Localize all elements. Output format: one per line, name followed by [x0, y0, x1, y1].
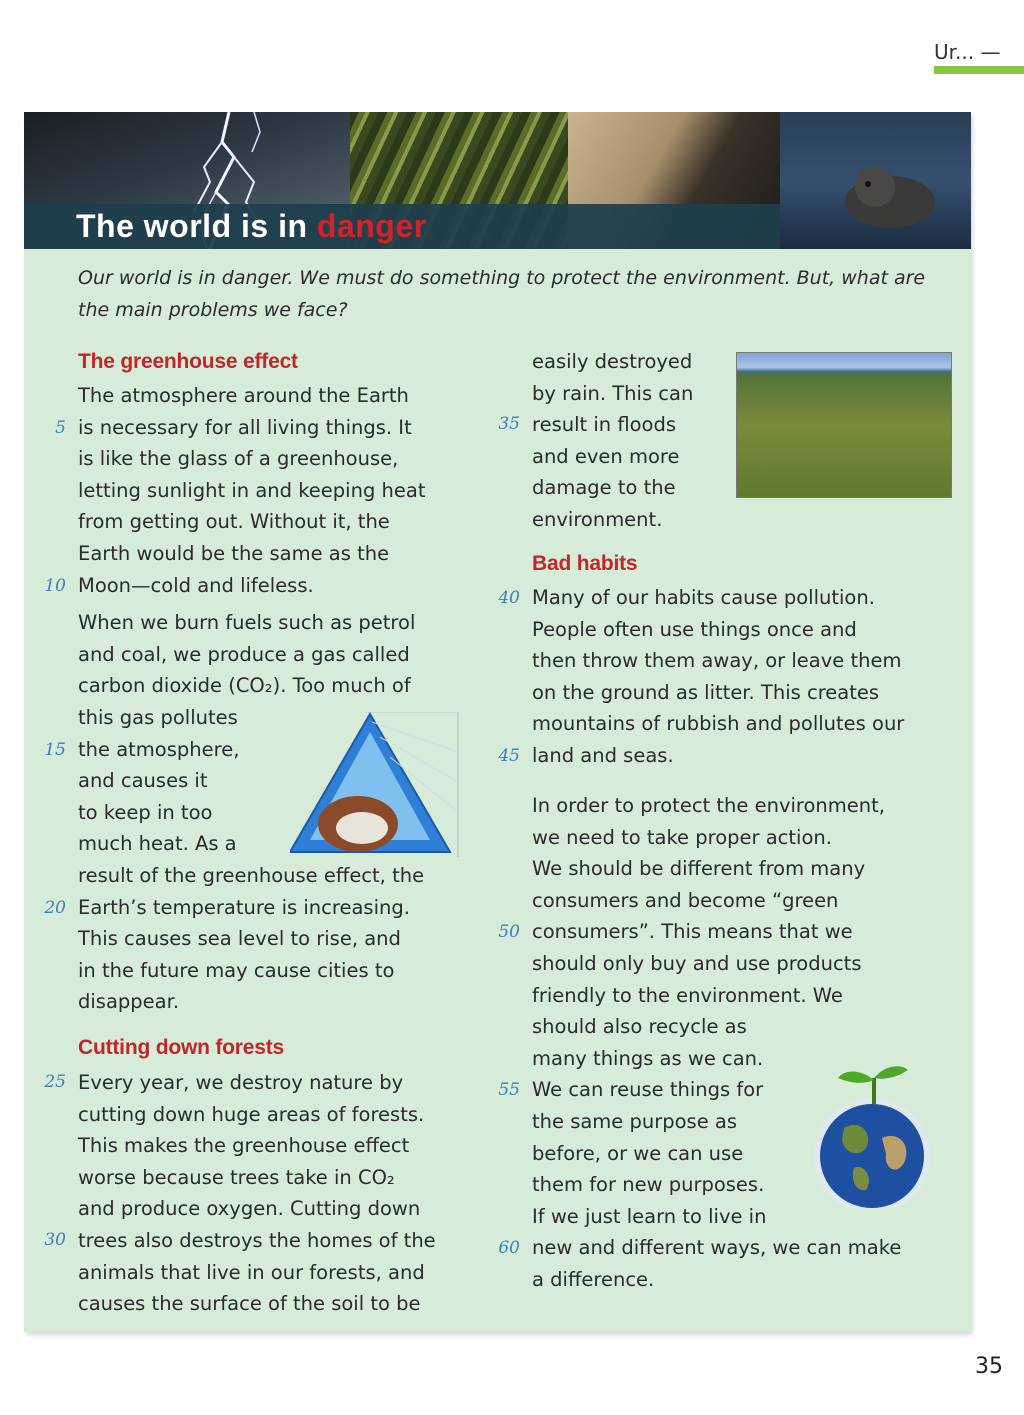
- unit-tab: Ur... —: [934, 40, 1001, 64]
- text-line: carbon dioxide (CO₂). Too much of: [78, 674, 411, 698]
- text-line: before, or we can use: [532, 1141, 744, 1165]
- text-line: damage to the: [532, 476, 676, 500]
- article-panel: [24, 112, 971, 1332]
- text-line: letting sunlight in and keeping heat: [78, 478, 426, 502]
- greenhouse-text: [78, 380, 478, 1018]
- line-number: 20: [44, 898, 66, 918]
- text-line: easily destroyed: [532, 350, 693, 373]
- text-line: many things as we can.: [532, 1046, 764, 1070]
- intro-paragraph: Our world is in danger. We must do something to protect the environment. But, what are the main problems we face?: [78, 267, 926, 321]
- text-line: Every year, we destroy nature by: [78, 1071, 404, 1094]
- text-line: cutting down huge areas of forests.: [78, 1102, 425, 1126]
- line-number: 35: [498, 414, 520, 434]
- text-line: The atmosphere around the Earth: [78, 384, 409, 407]
- line-number: 60: [498, 1238, 520, 1258]
- text-line: and causes it: [78, 769, 208, 793]
- text-line: We should be different from many: [532, 857, 866, 881]
- text-line: result in floods: [532, 413, 677, 437]
- heading-bad-habits: Bad habits: [532, 552, 638, 575]
- text-line: consumers and become “green: [532, 888, 839, 912]
- text-line: animals that live in our forests, and: [78, 1260, 425, 1284]
- text-line: them for new purposes.: [532, 1173, 765, 1197]
- grassland-photo: [736, 352, 952, 498]
- text-line: and even more: [532, 444, 680, 468]
- text-line: Earth would be the same as the: [78, 541, 390, 565]
- text-line: result of the greenhouse effect, the: [78, 863, 425, 887]
- text-line: disappear.: [78, 990, 180, 1014]
- text-line: Moon—cold and lifeless.: [78, 573, 314, 597]
- habits-text: [532, 582, 952, 772]
- text-line: the same purpose as: [532, 1109, 738, 1133]
- text-line: land and seas.: [532, 743, 674, 767]
- line-number: 55: [498, 1080, 520, 1100]
- conclusion-text: [532, 790, 952, 1296]
- text-line: If we just learn to live in: [532, 1204, 767, 1228]
- page-number: 35: [975, 1354, 1003, 1379]
- line-number: 45: [498, 746, 520, 766]
- unit-accent-bar: [934, 66, 1024, 74]
- title-accent: danger: [316, 208, 427, 244]
- text-line: mountains of rubbish and pollutes our: [532, 712, 905, 736]
- earth-seedling: [804, 1058, 944, 1208]
- text-line: environment.: [532, 507, 663, 531]
- text-line: and produce oxygen. Cutting down: [78, 1197, 421, 1221]
- text-line: is like the glass of a greenhouse,: [78, 447, 399, 471]
- line-number: 5: [55, 418, 66, 438]
- line-number: 15: [44, 740, 66, 760]
- text-line: In order to protect the environment,: [532, 794, 885, 817]
- text-line: then throw them away, or leave them: [532, 649, 902, 673]
- text-line: trees also destroys the homes of the: [78, 1228, 436, 1252]
- text-line: When we burn fuels such as petrol: [78, 611, 416, 635]
- text-line: causes the surface of the soil to be: [78, 1292, 421, 1316]
- text-line: and coal, we produce a gas called: [78, 642, 410, 666]
- text-line: should only buy and use products: [532, 951, 862, 975]
- text-line: a difference.: [532, 1267, 655, 1291]
- text-line: in the future may cause cities to: [78, 958, 395, 982]
- page-title: The world is in danger: [76, 208, 427, 244]
- heading-greenhouse: The greenhouse effect: [78, 350, 298, 373]
- text-line: People often use things once and: [532, 617, 857, 641]
- text-line: much heat. As a: [78, 832, 237, 856]
- text-line: new and different ways, we can make: [532, 1236, 902, 1260]
- banner: [24, 112, 971, 249]
- text-line: on the ground as litter. This creates: [532, 680, 880, 704]
- heading-forests: Cutting down forests: [78, 1036, 284, 1059]
- text-line: the atmosphere,: [78, 737, 240, 761]
- line-number: 25: [44, 1072, 66, 1092]
- text-line: consumers”. This means that we: [532, 920, 853, 944]
- line-number: 50: [498, 922, 520, 942]
- text-line: Earth’s temperature is increasing.: [78, 895, 410, 919]
- line-number: 30: [44, 1230, 66, 1250]
- text-line: We can reuse things for: [532, 1078, 764, 1102]
- forests-text: [78, 1067, 498, 1320]
- forests-continued-text: [532, 346, 732, 536]
- text-line: should also recycle as: [532, 1015, 747, 1039]
- text-line: this gas pollutes: [78, 705, 238, 729]
- text-line: is necessary for all living things. It: [78, 415, 412, 439]
- line-number: 10: [44, 576, 66, 596]
- line-number: 40: [498, 588, 520, 608]
- text-line: from getting out. Without it, the: [78, 510, 390, 534]
- text-line: Many of our habits cause pollution.: [532, 586, 875, 609]
- seal-photo: [780, 112, 971, 249]
- text-line: we need to take proper action.: [532, 825, 832, 849]
- greenhouse-triangle: [290, 712, 460, 857]
- text-line: by rain. This can: [532, 381, 694, 405]
- text-line: This causes sea level to rise, and: [78, 927, 401, 951]
- text-line: This makes the greenhouse effect: [78, 1134, 410, 1158]
- text-line: to keep in too: [78, 800, 213, 824]
- text-line: worse because trees take in CO₂: [78, 1165, 395, 1189]
- text-line: friendly to the environment. We: [532, 983, 843, 1007]
